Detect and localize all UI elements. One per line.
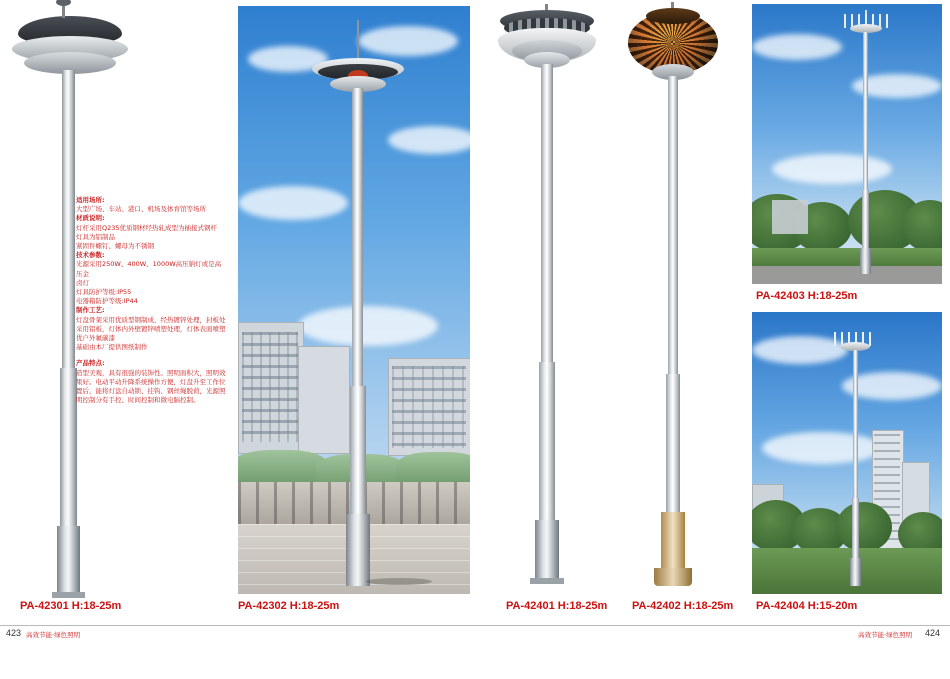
caption-42404: PA-42404 H:15-20m (756, 600, 858, 612)
cloud-icon (752, 34, 842, 60)
pole-mid-42404 (852, 498, 859, 560)
product-photo-42402 (618, 2, 728, 594)
pole-mid-42401 (539, 362, 555, 522)
spec-line-12: 灯盘骨架采用优质型钢制成，经热镀锌处理，封板处 (76, 315, 226, 324)
pole-42404 (853, 350, 858, 500)
pole-42402 (668, 76, 678, 376)
pole-42302 (352, 88, 363, 388)
cloud-icon (298, 306, 438, 346)
pole-mid-42402 (666, 374, 680, 514)
spec-line-14: 优户外氟碳漆 (76, 334, 115, 343)
lamp-top-cap-42301 (56, 0, 71, 6)
spec-line-9: 灯具防护等级:IP55 (76, 288, 132, 297)
cloud-icon (388, 126, 470, 154)
caption-42301: PA-42301 H:18-25m (20, 600, 122, 612)
spec-line-8: 卤灯 (76, 278, 89, 287)
spec-line-13: 采用铝板，灯体内外壁镀锌喷塑处理，灯体表面喷塑 (76, 324, 226, 333)
caption-42403: PA-42403 H:18-25m (756, 290, 858, 302)
building-windows (392, 366, 466, 448)
product-photo-42404 (752, 312, 942, 594)
cloud-icon (358, 26, 458, 56)
pole-base-42403 (860, 248, 871, 274)
spec-line-10: 电器箱防护等级:IP44 (76, 297, 138, 306)
spec-line-4: 灯具为铝制品 (76, 232, 115, 241)
pole-base-42402 (661, 512, 685, 572)
lamp-head-cap-42402 (646, 8, 700, 24)
spec-text-block (76, 196, 226, 405)
spec-line-1: 大型广场、车站、港口、机场及体育馆等场所 (76, 205, 206, 214)
pole-42401 (541, 64, 553, 364)
spec-line-3: 灯杆采用Q235优质钢材经热轧成型为插接式钢杆 (76, 223, 218, 232)
caption-42302: PA-42302 H:18-25m (238, 600, 340, 612)
pole-base-42404 (850, 558, 861, 586)
road (752, 266, 942, 284)
spec-line-16: 产品特点: (76, 359, 105, 368)
folio-left: 423 (6, 628, 22, 638)
product-photo-42401 (492, 2, 602, 594)
pole-42403 (863, 32, 868, 192)
pole-base-42401 (535, 520, 559, 582)
spec-line-7: 光源采用250W、400W、1000W高压钠灯或是高压金 (76, 260, 222, 278)
cloud-icon (772, 154, 892, 184)
spec-line-2: 材质说明: (76, 214, 105, 223)
caption-42402: PA-42402 H:18-25m (632, 600, 734, 612)
lamp-mast-tip-42302 (357, 20, 359, 60)
spec-line-5: 紧固件螺钉、螺母为不锈钢 (76, 242, 154, 251)
canopy-roof (238, 450, 328, 486)
folio-right: 424 (925, 628, 941, 638)
pole-foot-42402 (654, 568, 692, 586)
footer-divider (0, 625, 950, 626)
caption-42401: PA-42401 H:18-25m (506, 600, 608, 612)
tree (836, 502, 892, 552)
pole-base-42301 (57, 526, 80, 596)
spec-line-0: 适用场所: (76, 196, 105, 204)
cloud-icon (762, 432, 882, 464)
pole-42301 (62, 70, 75, 370)
product-photo-42403 (752, 4, 942, 284)
spec-line-15: 基础由本厂提供图纸制作 (76, 343, 148, 352)
building-distant (772, 200, 808, 234)
folio-tag-right: 高效节能·绿色照明 (858, 631, 913, 639)
folio-tag-left: 高效节能·绿色照明 (26, 631, 81, 639)
pole-foot-42401 (530, 578, 564, 584)
canopy-roof (396, 452, 470, 486)
product-photo-42302 (238, 6, 470, 594)
spec-line-17: 造型美观，具有很强的装饰性。照明面积大，照明效 (76, 368, 226, 377)
grass-strip (752, 548, 942, 594)
spec-line-11: 制作工艺: (76, 306, 105, 315)
pole-mid-42302 (350, 386, 366, 516)
pole-base-42302 (346, 514, 370, 586)
pole-foot-42301 (52, 592, 85, 598)
spec-line-19: 置后，能将灯盘自动锁、挂钩、钢丝绳脱荷，光源照 (76, 387, 226, 396)
building-windows (242, 332, 298, 442)
building (298, 346, 350, 454)
spec-line-20: 明控制分有手控、时间控制和微电脑控制。 (76, 396, 200, 405)
pole-mid-42403 (862, 190, 869, 250)
spec-line-18: 果好。电动平动升降系统操作方便，灯盘升至工作位 (76, 377, 226, 386)
cloud-icon (238, 186, 348, 220)
pole-mid-42301 (60, 368, 77, 528)
spec-line-6: 技术参数: (76, 251, 105, 260)
pole-shadow-42302 (366, 578, 432, 585)
